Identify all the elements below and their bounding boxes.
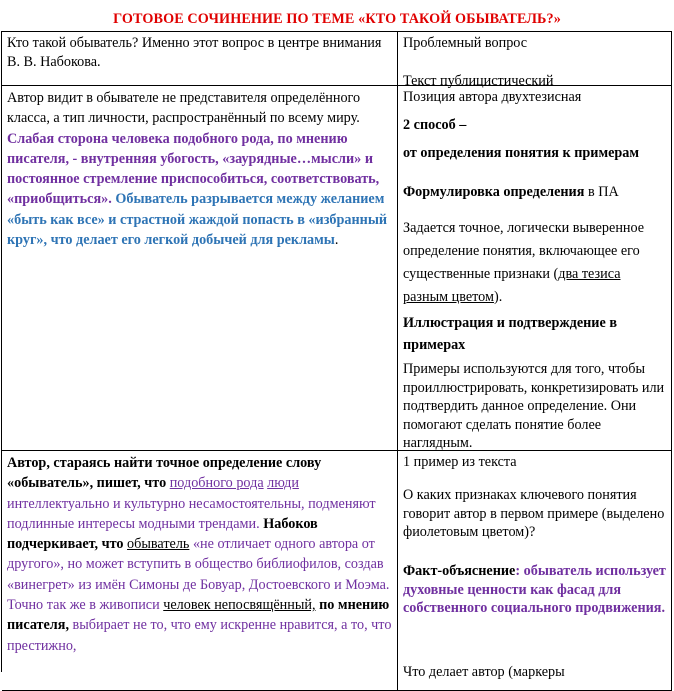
- example-question: О каких признаках ключевого понятия говорит автор в первом примере (выделено фиолетовым цветом)?: [403, 487, 665, 540]
- author-position-text: [7, 88, 392, 250]
- essay-table: [1, 31, 672, 680]
- formulation-label: [403, 183, 666, 202]
- example-label: 1 пример из текста: [403, 454, 517, 470]
- illustration-label: Иллюстрация и подтверждение в примерах: [403, 315, 617, 353]
- table-cell-author-position: [2, 86, 398, 451]
- fact-explanation: [403, 562, 666, 618]
- example-underlined-1: подобного рода: [169, 475, 264, 492]
- definition-underlined: два тезиса разным цветом: [403, 266, 621, 305]
- example-purple-2: «не отличает одного автора от другого», но может вступить в общество библиофилов, создав «винегрет» из имён Симоны де Бовуар, Достоевского и Моэма. Точно так же в живописи: [7, 536, 390, 614]
- formulation-rest: в ПА: [584, 184, 619, 200]
- table-cell-method-notes: [398, 86, 672, 451]
- example-bold-2: Набоков подчеркивает, что: [7, 515, 318, 553]
- position-label: Позиция автора двухтезисная: [403, 89, 582, 105]
- intro-text: Кто такой обыватель? Именно этот вопрос в центре внимания В. В. Набокова.: [7, 35, 382, 70]
- table-cell-example-notes: [398, 451, 672, 691]
- example-underlined-3: обыватель: [127, 536, 190, 553]
- problem-question-label: Проблемный вопрос: [403, 35, 528, 51]
- document-title: ГОТОВОЕ СОЧИНЕНИЕ ПО ТЕМЕ «КТО ТАКОЙ ОБЫВАТЕЛЬ?»: [113, 11, 561, 27]
- thesis-two-text: Обыватель разрывается между желанием «быть как все» и страстной жаждой попасть в «избранный круг», что делает его легкой добычей для рекламы: [7, 191, 388, 249]
- example-underlined-2: люди: [267, 475, 299, 492]
- fact-colon: :: [515, 563, 524, 579]
- first-example-text: [7, 453, 392, 656]
- position-plain-text: Автор видит в обывателе не представителя определённого класса, а тип личности, распространённый по всему миру.: [7, 90, 361, 127]
- example-bold-3: по мнению писателя,: [7, 597, 390, 634]
- table-cell-intro: [2, 32, 398, 86]
- example-underlined-4: человек непосвящённый,: [163, 597, 316, 614]
- example-purple-1: интеллектуально и культурно несамостоятельны, подменяют подлинные интересы модными трендами.: [7, 495, 376, 532]
- definition-text: [403, 217, 666, 309]
- definition-part-2: ).: [493, 289, 503, 305]
- fact-label: Факт-объяснение: [403, 563, 516, 579]
- author-markers-text: Что делает автор (маркеры: [403, 664, 565, 680]
- examples-text: Примеры используются для того, чтобы проиллюстрировать, конкретизировать или подтвердить данное определение. Они помогают сделать понятие более наглядным.: [403, 361, 665, 451]
- table-cell-first-example: [2, 451, 398, 691]
- position-end-text: .: [334, 232, 339, 249]
- example-purple-3: выбирает не то, что ему искренне нравится, а то, что престижно,: [7, 617, 392, 654]
- example-bold-1: Автор, стараясь найти точное определение слову «обыватель», пишет, что: [7, 455, 322, 492]
- formulation-bold: Формулировка определения: [403, 184, 585, 200]
- definition-part-1: Задается точное, логически выверенное определение понятия, включающее его существенные признаки (: [403, 220, 645, 282]
- thesis-one-text: Слабая сторона человека подобного рода, по мнению писателя, - внутренняя убогость, «заурядные…мысли» и постоянное стремление приспособиться, соответствовать, «приобщиться».: [7, 130, 380, 208]
- text-type-label: Текст публицистический: [403, 73, 554, 89]
- table-cell-intro-notes: [398, 32, 672, 89]
- method-label: 2 способ –: [403, 117, 467, 133]
- method-description: от определения понятия к примерам: [403, 145, 640, 161]
- fact-text: обыватель использует духовные ценности как фасад для собственного социального продвижения.: [403, 563, 666, 616]
